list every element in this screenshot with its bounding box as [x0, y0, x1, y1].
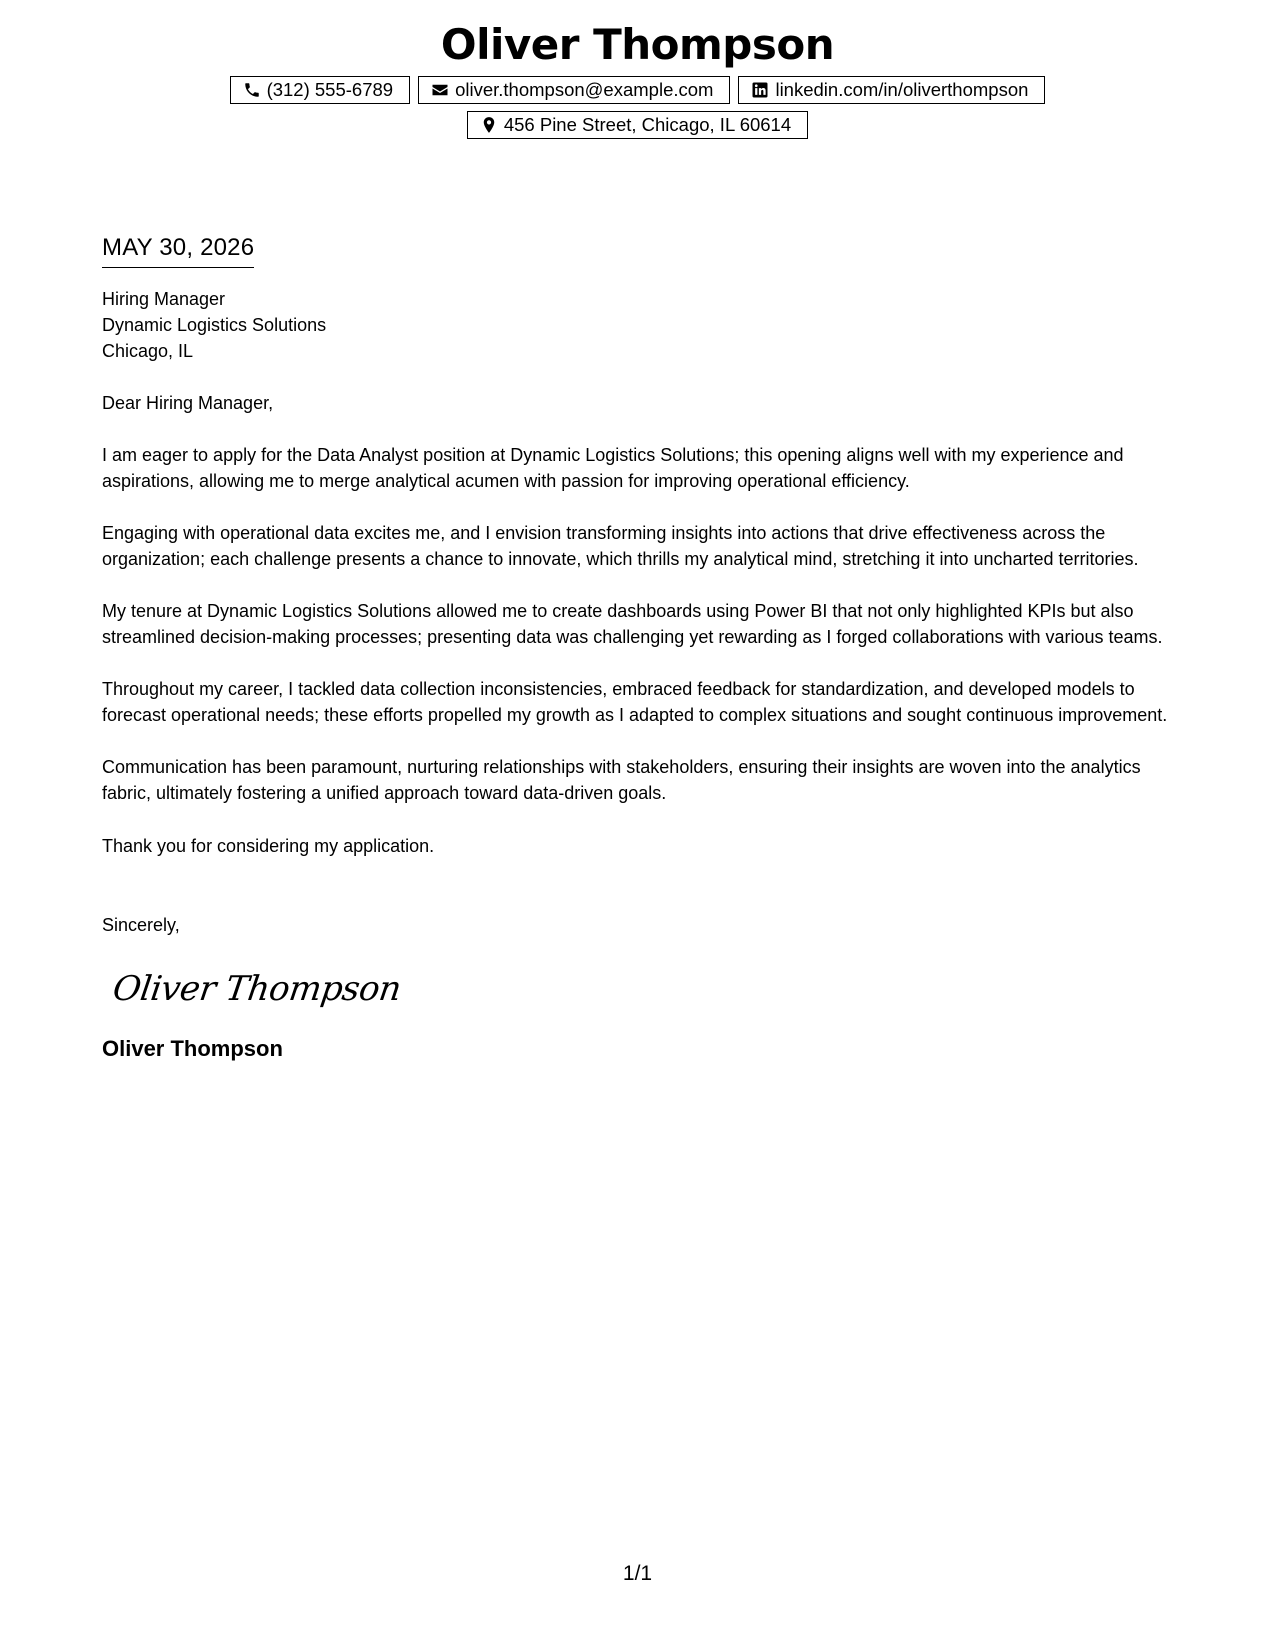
envelope-icon: [431, 81, 449, 99]
salutation: Dear Hiring Manager,: [102, 393, 274, 413]
phone-contact: [230, 76, 411, 104]
email-address: oliver.thompson@example.com: [455, 79, 714, 100]
body-paragraph: Throughout my career, I tackled data collection inconsistencies, embraced feedback for standardization, and developed models to forecast operational needs; these efforts propelled my growth as I adapted to complex situations and sought continuous improvement.: [102, 679, 1168, 725]
page-number: 1/1: [622, 1562, 653, 1585]
contact-row-secondary: [0, 111, 1275, 139]
recipient-block: [102, 286, 1172, 364]
body-paragraph: Communication has been paramount, nurturing relationships with stakeholders, ensuring their insights are woven into the analytics fabric, ultimately fostering a unified approach toward data-driven goals.: [102, 757, 1141, 803]
recipient-location: Chicago, IL: [102, 341, 194, 361]
body-paragraph: Engaging with operational data excites me, and I envision transforming insights into actions that drive effectiveness across the organization; each challenge presents a chance to innovate, which thrills my analytical mind, stretching it into uncharted territories.: [102, 523, 1139, 569]
address-contact: [467, 111, 808, 139]
handwritten-signature: Oliver Thompson: [110, 969, 404, 1009]
body-paragraph: I am eager to apply for the Data Analyst position at Dynamic Logistics Solutions; this opening aligns well with my experience and aspirations, allowing me to merge analytical acumen with passion for improving operational efficiency.: [102, 445, 1124, 491]
body-paragraph: My tenure at Dynamic Logistics Solutions allowed me to create dashboards using Power BI that not only highlighted KPIs but also streamlined decision-making processes; presenting data was challenging yet rewarding as I forged collaborations with various teams.: [102, 601, 1163, 647]
letter-body: [102, 233, 1172, 1063]
recipient-company: Dynamic Logistics Solutions: [102, 315, 327, 335]
phone-icon: [243, 81, 261, 99]
linkedin-icon: [751, 81, 769, 99]
linkedin-url: linkedin.com/in/oliverthompson: [775, 79, 1029, 100]
sign-off: Sincerely,: [102, 915, 180, 935]
map-marker-icon: [480, 116, 498, 134]
phone-number: (312) 555-6789: [266, 79, 394, 100]
closing-line: Thank you for considering my application.: [102, 836, 435, 856]
applicant-name: Oliver Thompson: [440, 20, 835, 69]
linkedin-contact: [738, 76, 1045, 104]
email-contact: [418, 76, 730, 104]
recipient-title: Hiring Manager: [102, 289, 226, 309]
contact-row-primary: [0, 76, 1275, 104]
signer-name: Oliver Thompson: [102, 1036, 283, 1061]
letter-date: MAY 30, 2026: [102, 233, 254, 268]
street-address: 456 Pine Street, Chicago, IL 60614: [503, 114, 792, 135]
letter-header: [0, 18, 1275, 139]
